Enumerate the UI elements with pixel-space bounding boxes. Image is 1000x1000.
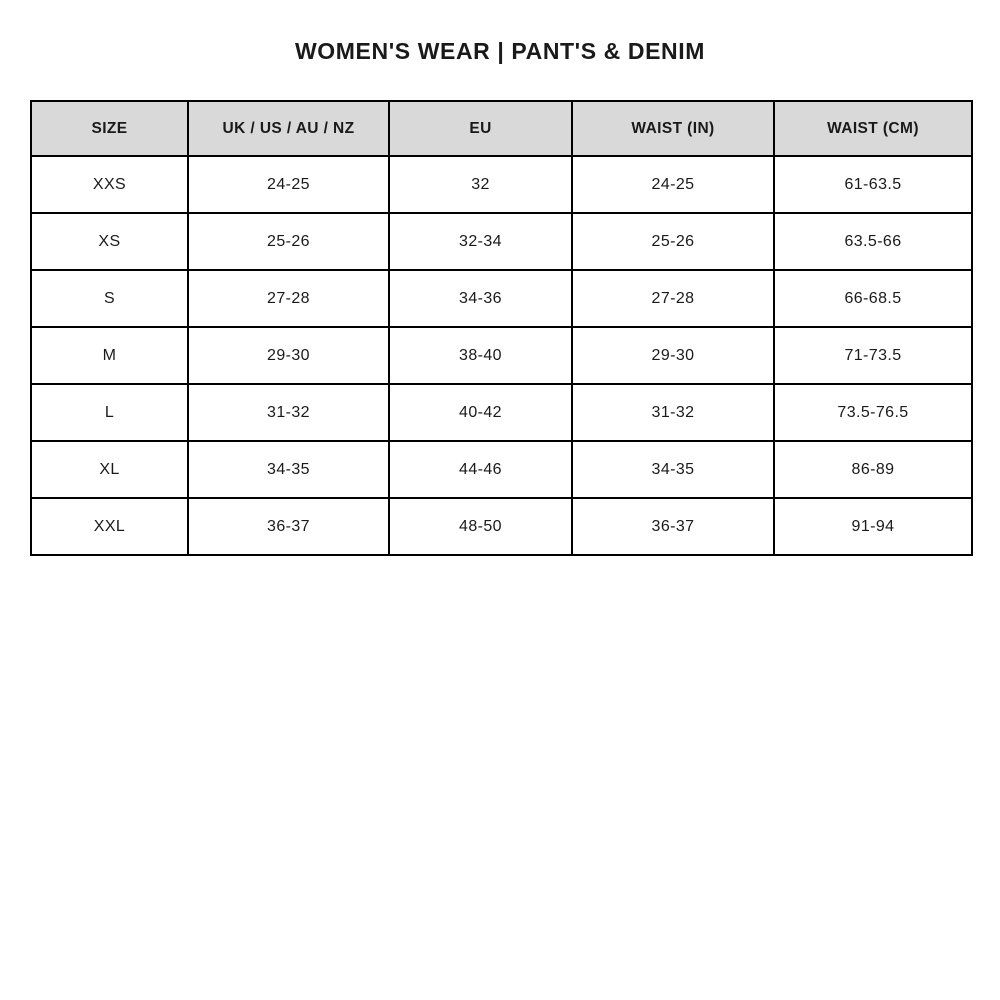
value-cell: 91-94: [774, 498, 972, 555]
value-cell: 71-73.5: [774, 327, 972, 384]
value-cell: 31-32: [572, 384, 774, 441]
value-cell: 38-40: [389, 327, 572, 384]
value-cell: 34-35: [572, 441, 774, 498]
value-cell: 48-50: [389, 498, 572, 555]
value-cell: 25-26: [572, 213, 774, 270]
size-label-cell: XL: [31, 441, 188, 498]
value-cell: 36-37: [188, 498, 389, 555]
table-row-xl: [31, 441, 972, 498]
size-label-cell: L: [31, 384, 188, 441]
value-cell: 73.5-76.5: [774, 384, 972, 441]
table-row-xs: [31, 213, 972, 270]
value-cell: 86-89: [774, 441, 972, 498]
table-row-m: [31, 327, 972, 384]
value-cell: 27-28: [188, 270, 389, 327]
column-header-waist-in: WAIST (IN): [572, 101, 774, 156]
value-cell: 34-35: [188, 441, 389, 498]
value-cell: 32: [389, 156, 572, 213]
value-cell: 24-25: [188, 156, 389, 213]
value-cell: 29-30: [188, 327, 389, 384]
value-cell: 32-34: [389, 213, 572, 270]
value-cell: 36-37: [572, 498, 774, 555]
column-header-size: SIZE: [31, 101, 188, 156]
table-row-l: [31, 384, 972, 441]
value-cell: 63.5-66: [774, 213, 972, 270]
size-label-cell: M: [31, 327, 188, 384]
value-cell: 66-68.5: [774, 270, 972, 327]
size-chart-table: [30, 100, 973, 556]
value-cell: 31-32: [188, 384, 389, 441]
page-title: WOMEN'S WEAR | PANT'S & DENIM: [294, 38, 705, 64]
value-cell: 44-46: [389, 441, 572, 498]
size-label-cell: S: [31, 270, 188, 327]
table-row-s: [31, 270, 972, 327]
value-cell: 61-63.5: [774, 156, 972, 213]
header-row: [31, 101, 972, 156]
value-cell: 40-42: [389, 384, 572, 441]
table-row-xxs: [31, 156, 972, 213]
value-cell: 29-30: [572, 327, 774, 384]
table-body: [31, 156, 972, 555]
value-cell: 25-26: [188, 213, 389, 270]
column-header-eu: EU: [389, 101, 572, 156]
value-cell: 34-36: [389, 270, 572, 327]
table-header: [31, 101, 972, 156]
size-label-cell: XS: [31, 213, 188, 270]
size-label-cell: XXS: [31, 156, 188, 213]
table-row-xxl: [31, 498, 972, 555]
value-cell: 27-28: [572, 270, 774, 327]
value-cell: 24-25: [572, 156, 774, 213]
size-label-cell: XXL: [31, 498, 188, 555]
column-header-uk-us-au-nz: UK / US / AU / NZ: [188, 101, 389, 156]
column-header-waist-cm: WAIST (CM): [774, 101, 972, 156]
